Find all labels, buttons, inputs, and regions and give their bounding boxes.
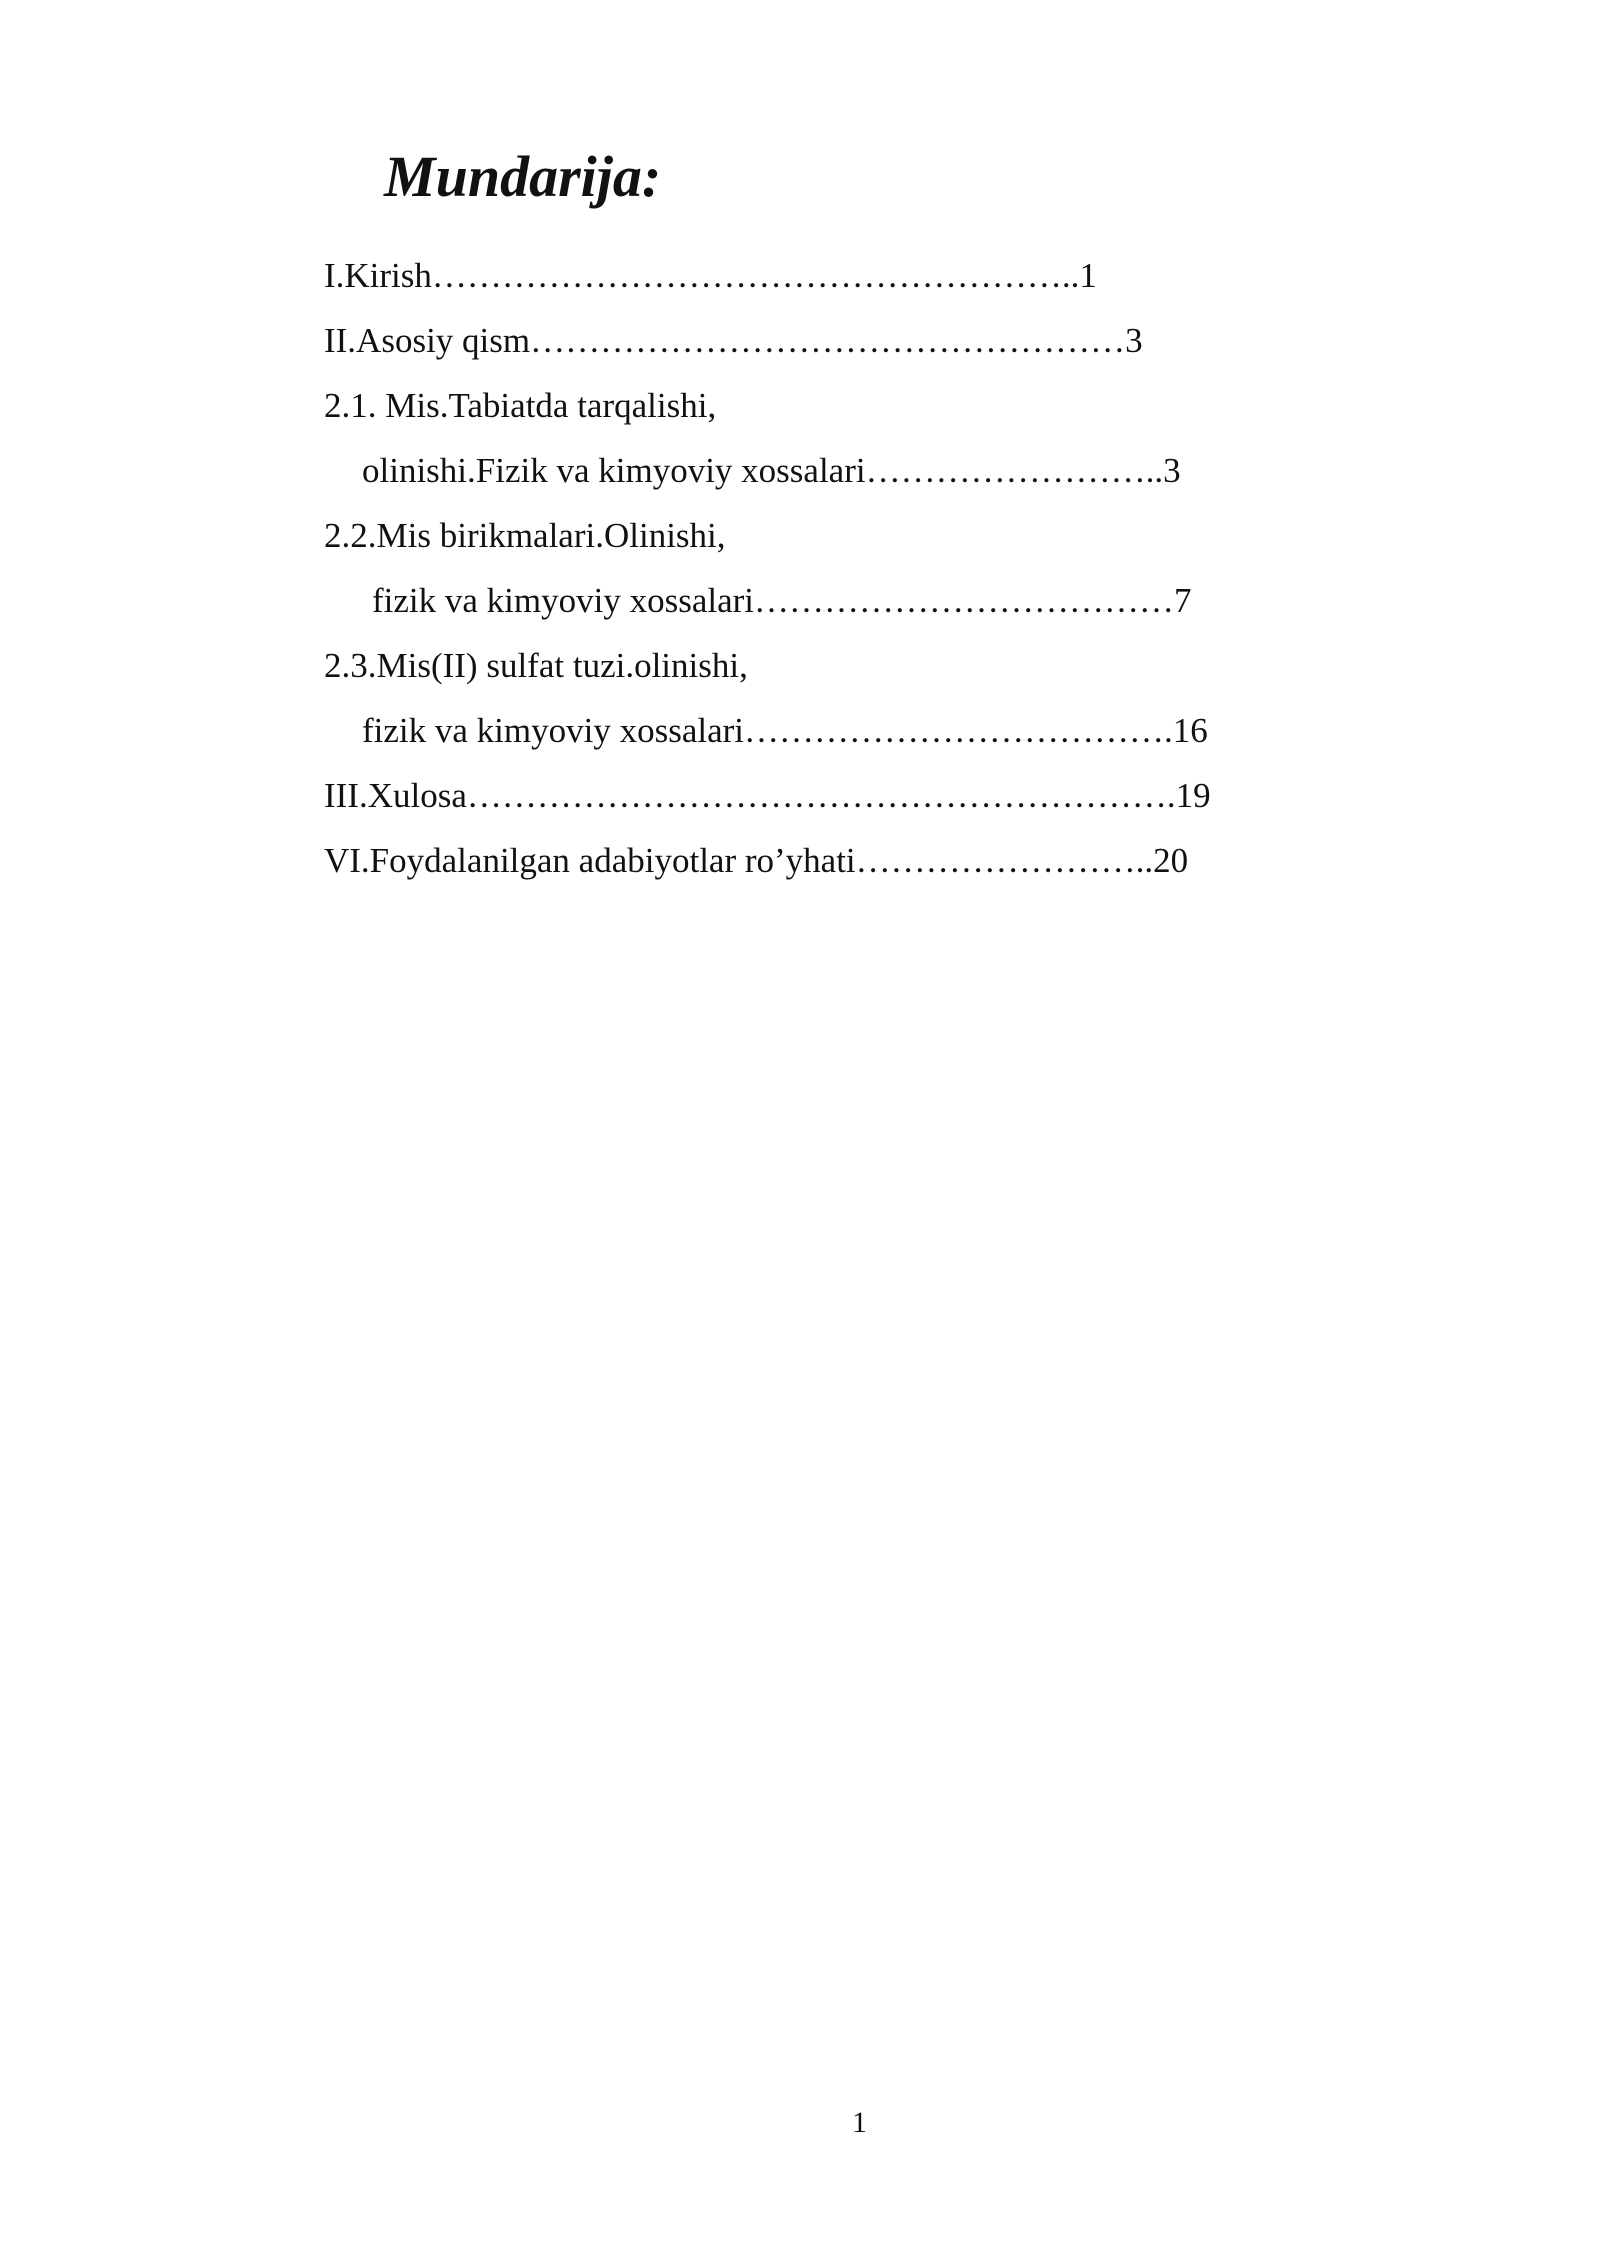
toc-entry-asosiy-qism: II.Asosiy qism……………………………………………3 xyxy=(324,321,1143,360)
toc-entry-2-1-heading: 2.1. Mis.Tabiatda tarqalishi, xyxy=(324,386,717,425)
toc-entry-kirish: I.Kirish………………………………………………..1 xyxy=(324,256,1097,295)
toc-entry-2-3-continuation: fizik va kimyoviy xossalari……………………………….16 xyxy=(362,711,1208,750)
toc-entry-2-2-continuation: fizik va kimyoviy xossalari………………………………7 xyxy=(372,581,1192,620)
toc-entry-2-1-continuation: olinishi.Fizik va kimyoviy xossalari……………………..3 xyxy=(362,451,1181,490)
page-title: Mundarija: xyxy=(384,144,662,209)
toc-entry-foydalanilgan-adabiyotlar: VI.Foydalanilgan adabiyotlar ro’yhati……………………..20 xyxy=(324,841,1189,880)
page-number: 1 xyxy=(852,2106,867,2139)
toc-entry-xulosa: III.Xulosa…………………………………………………….19 xyxy=(324,776,1211,815)
toc-entry-2-3-heading: 2.3.Mis(II) sulfat tuzi.olinishi, xyxy=(324,646,748,685)
toc-entry-2-2-heading: 2.2.Mis birikmalari.Olinishi, xyxy=(324,516,726,555)
